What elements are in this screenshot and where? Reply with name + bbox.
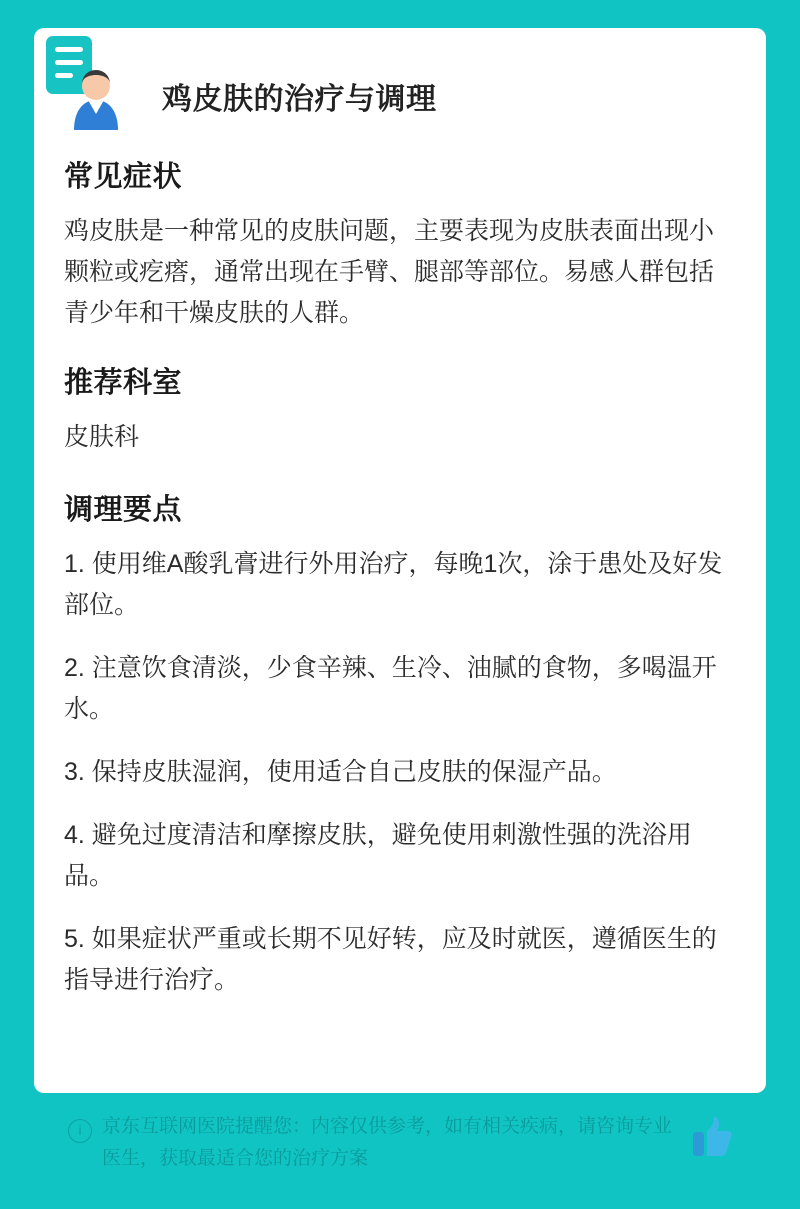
section-text-symptoms: 鸡皮肤是一种常见的皮肤问题，主要表现为皮肤表面出现小颗粒或疙瘩，通常出现在手臂、腿部等部位。易感人群包括青少年和干燥皮肤的人群。 [64,217,715,327]
list-item: 1. 使用维A酸乳膏进行外用治疗，每晚1次，涂于患处及好发部位。 [64,550,723,619]
section-text-department: 皮肤科 [64,423,140,451]
list-item: 2. 注意饮食清淡，少食辛辣、生冷、油腻的食物，多喝温开水。 [64,654,717,723]
section-heading-department: 推荐科室 [64,367,183,399]
section-heading-tips: 调理要点 [64,494,183,526]
document-person-icon [44,34,118,130]
page-title: 鸡皮肤的治疗与调理 [162,83,437,116]
document-body [64,154,736,1001]
content-card [34,28,766,1093]
list-item: 5. 如果症状严重或长期不见好转，应及时就医，遵循医生的指导进行治疗。 [64,925,717,994]
footer-disclaimer [34,1111,766,1191]
footer-text: 京东互联网医院提醒您：内容仅供参考，如有相关疾病，请咨询专业医生，获取最适合您的治疗方案 [102,1116,673,1169]
list-item: 4. 避免过度清洁和摩擦皮肤，避免使用刺激性强的洗浴用品。 [64,821,692,890]
list-item: 3. 保持皮肤湿润，使用适合自己皮肤的保湿产品。 [64,758,617,786]
thumbs-up-icon[interactable] [692,1115,732,1162]
info-circle-icon: i [68,1119,92,1143]
tips-list [64,544,736,1001]
section-heading-symptoms: 常见症状 [64,161,183,193]
